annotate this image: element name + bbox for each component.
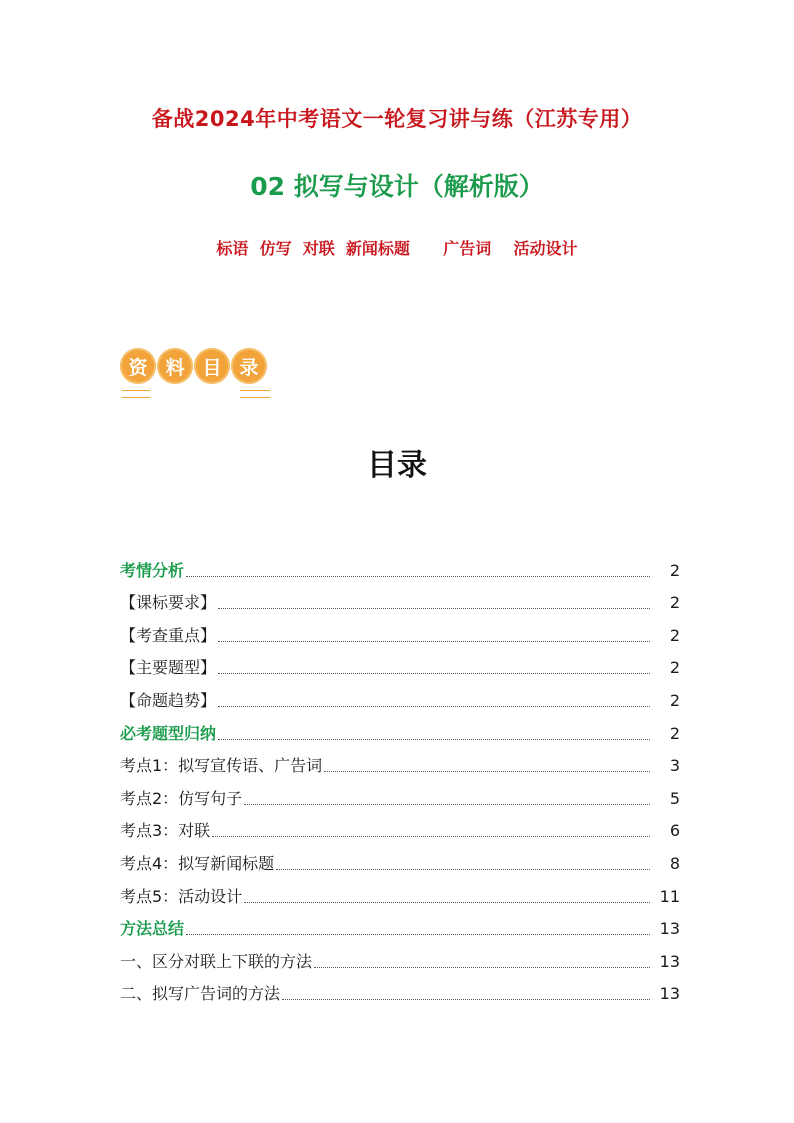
toc-leader-dots bbox=[324, 770, 650, 772]
toc-entry-label: 【考查重点】 bbox=[120, 625, 217, 645]
toc-leader-dots bbox=[282, 998, 650, 1000]
toc-heading: 目录 bbox=[367, 448, 427, 483]
toc-entry[interactable] bbox=[120, 581, 680, 614]
toc-entry-label: 【命题趋势】 bbox=[120, 690, 217, 710]
badge-char: 录 bbox=[231, 348, 267, 384]
materials-contents-badge bbox=[120, 348, 267, 384]
toc-entry-label: 考点2：仿写句子 bbox=[120, 788, 243, 808]
toc-entry[interactable] bbox=[120, 613, 680, 646]
toc-entry-page: 2 bbox=[669, 625, 680, 645]
toc-entry[interactable] bbox=[120, 809, 680, 842]
toc-entry-label: 考点5：活动设计 bbox=[120, 886, 243, 906]
toc-leader-dots bbox=[186, 933, 650, 935]
toc-leader-dots bbox=[244, 901, 650, 903]
toc-entry[interactable] bbox=[120, 874, 680, 907]
toc-entry[interactable] bbox=[120, 776, 680, 809]
toc-leader-dots bbox=[276, 868, 650, 870]
document-title: 备战2024年中考语文一轮复习讲与练（江苏专用） bbox=[151, 107, 643, 131]
toc-entry-page: 13 bbox=[659, 984, 680, 1004]
toc-entry-page: 2 bbox=[669, 560, 680, 580]
toc-leader-dots bbox=[218, 738, 650, 740]
toc-leader-dots bbox=[314, 966, 650, 968]
toc-entry[interactable] bbox=[120, 972, 680, 1005]
toc-entry-label: 【课标要求】 bbox=[120, 593, 217, 613]
badge-char: 资 bbox=[120, 348, 156, 384]
toc-entry-label: 【主要题型】 bbox=[120, 658, 217, 678]
toc-entry[interactable] bbox=[120, 548, 680, 581]
toc-leader-dots bbox=[244, 803, 650, 805]
toc-entry-page: 11 bbox=[659, 886, 680, 906]
toc-entry-page: 6 bbox=[669, 821, 680, 841]
toc-entry[interactable] bbox=[120, 841, 680, 874]
toc-entry-page: 13 bbox=[659, 951, 680, 971]
toc-entry-label: 考点4：拟写新闻标题 bbox=[120, 853, 275, 873]
badge-underline-right bbox=[240, 390, 270, 398]
toc-entry-page: 2 bbox=[669, 593, 680, 613]
toc-entry-label: 考点3：对联 bbox=[120, 821, 211, 841]
toc-entry-label: 一、区分对联上下联的方法 bbox=[120, 951, 313, 971]
toc-entry-page: 2 bbox=[669, 723, 680, 743]
toc-entry-label: 二、拟写广告词的方法 bbox=[120, 984, 281, 1004]
toc-entry[interactable] bbox=[120, 711, 680, 744]
toc-entry[interactable] bbox=[120, 744, 680, 777]
toc-entry-page: 2 bbox=[669, 658, 680, 678]
toc-entry-page: 5 bbox=[669, 788, 680, 808]
toc-entry-page: 3 bbox=[669, 756, 680, 776]
badge-char: 目 bbox=[194, 348, 230, 384]
toc-entry-label: 必考题型归纳 bbox=[120, 723, 217, 743]
toc-leader-dots bbox=[218, 705, 650, 707]
toc-leader-dots bbox=[186, 575, 650, 577]
toc-entry[interactable] bbox=[120, 678, 680, 711]
toc-entry-page: 13 bbox=[659, 919, 680, 939]
document-subtitle: 02 拟写与设计（解析版） bbox=[250, 172, 544, 201]
toc-entry-label: 考点1：拟写宣传语、广告词 bbox=[120, 756, 323, 776]
table-of-contents bbox=[120, 548, 680, 1004]
toc-entry[interactable] bbox=[120, 646, 680, 679]
keyword-line: 标语 仿写 对联 新闻标题 广告词 活动设计 bbox=[216, 239, 578, 258]
toc-entry-label: 考情分析 bbox=[120, 560, 185, 580]
toc-leader-dots bbox=[218, 672, 650, 674]
toc-entry[interactable] bbox=[120, 939, 680, 972]
toc-leader-dots bbox=[218, 607, 650, 609]
badge-char: 料 bbox=[157, 348, 193, 384]
toc-entry-label: 方法总结 bbox=[120, 919, 185, 939]
toc-entry[interactable] bbox=[120, 907, 680, 940]
toc-leader-dots bbox=[218, 640, 650, 642]
toc-entry-page: 8 bbox=[669, 853, 680, 873]
badge-underline-left bbox=[122, 390, 150, 398]
toc-leader-dots bbox=[212, 835, 650, 837]
toc-entry-page: 2 bbox=[669, 690, 680, 710]
